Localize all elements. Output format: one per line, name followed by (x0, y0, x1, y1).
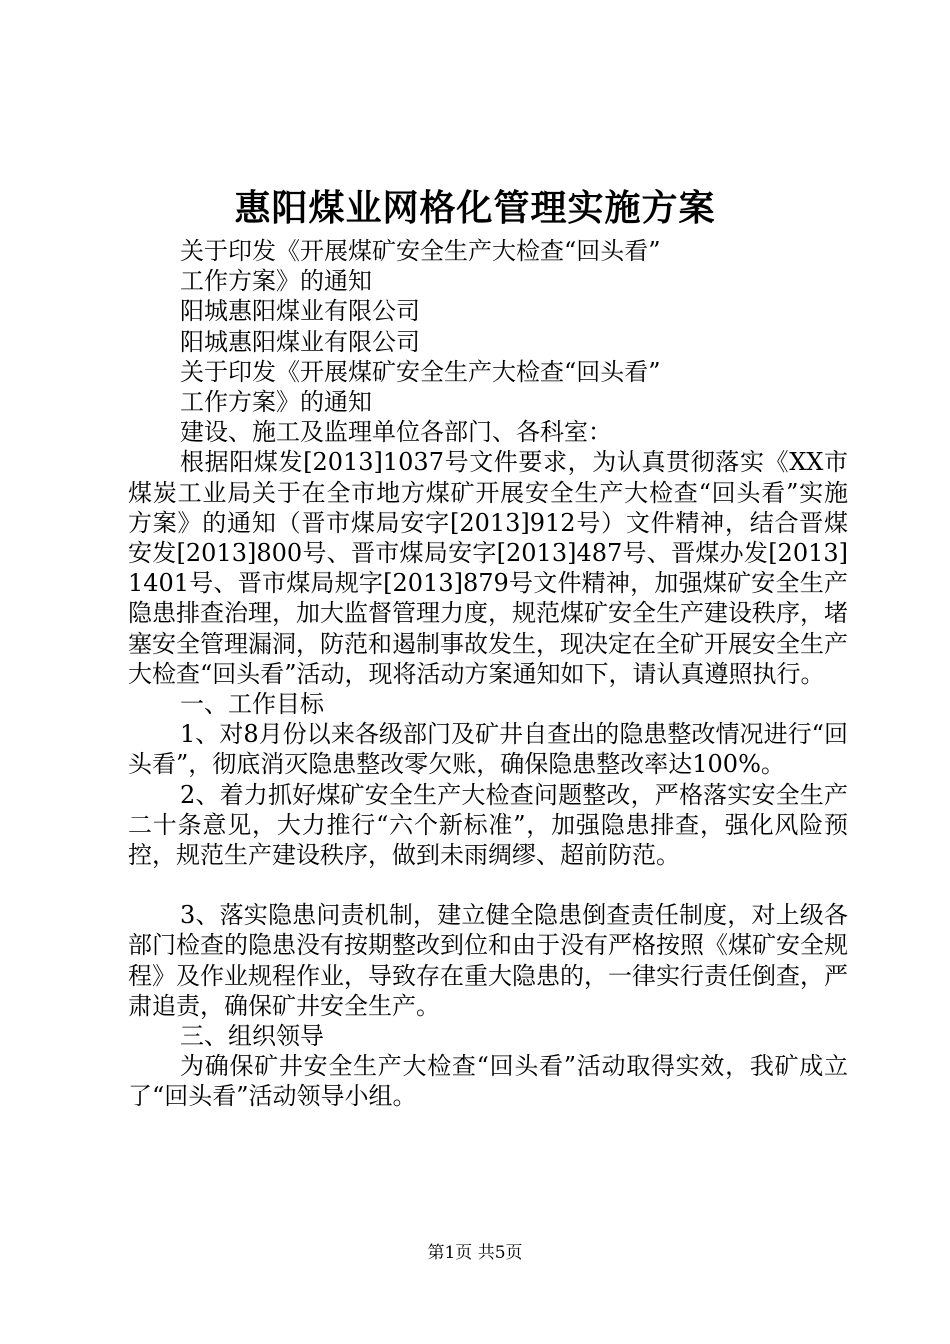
notice-heading-line-2: 工作方案》的通知 (180, 267, 372, 296)
organization-paragraph: 为确保矿井安全生产大检查“回头看”活动取得实效，我矿成立了“回头看”活动领导小组。 (128, 1052, 848, 1111)
section-heading: 一、工作目标 (180, 690, 324, 719)
goal-item-1: 1、对8月份以来各级部门及矿井自查出的隐患整改情况进行“回头看”，彻底消灭隐患整改零欠账，确保隐患整改率达100%。 (128, 720, 848, 779)
document-body (128, 236, 848, 1112)
intro-paragraph: 根据阳煤发[2013]1037号文件要求，为认真贯彻落实《XX市煤炭工业局关于在全市地方煤矿开展安全生产大检查“回头看”实施方案》的通知（晋市煤局安字[2013]912号）文件精神，结合晋煤安发[2013]800号、晋市煤局安字[2013]487号、晋煤办发[2013]1401号、晋市煤局规字[2013]879号文件精神，加强煤矿安全生产隐患排查治理，加大监督管理力度，规范煤矿安全生产建设秩序，堵塞安全管理漏洞，防范和遏制事故发生，现决定在全矿开展安全生产大检查“回头看”活动，现将活动方案通知如下，请认真遵照执行。 (128, 448, 848, 688)
document-title: 惠阳煤业网格化管理实施方案 (234, 187, 716, 229)
notice-heading-line-2: 工作方案》的通知 (180, 388, 372, 417)
notice-heading-line-1: 关于印发《开展煤矿安全生产大检查“回头看” (180, 357, 661, 386)
company-name: 阳城惠阳煤业有限公司 (180, 327, 420, 356)
goal-item-2: 2、着力抓好煤矿安全生产大检查问题整改，严格落实安全生产二十条意见，大力推行“六个新标准”，加强隐患排查，强化风险预控，规范生产建设秩序，做到未雨绸缪、超前防范。 (128, 780, 848, 870)
blank-line (128, 870, 848, 900)
company-name: 阳城惠阳煤业有限公司 (180, 297, 420, 326)
notice-heading-line-1: 关于印发《开展煤矿安全生产大检查“回头看” (180, 237, 661, 265)
page-footer: 第1页 共5页 (427, 1243, 523, 1263)
section-heading: 三、组织领导 (180, 1022, 324, 1051)
goal-item-3: 3、落实隐患问责机制，建立健全隐患倒查责任制度，对上级各部门检查的隐患没有按期整改到位和由于没有严格按照《煤矿安全规程》及作业规程作业，导致存在重大隐患的，一律实行责任倒查，严肃追责，确保矿井安全生产。 (128, 901, 848, 1020)
salutation: 建设、施工及监理单位各部门、各科室： (180, 418, 612, 447)
